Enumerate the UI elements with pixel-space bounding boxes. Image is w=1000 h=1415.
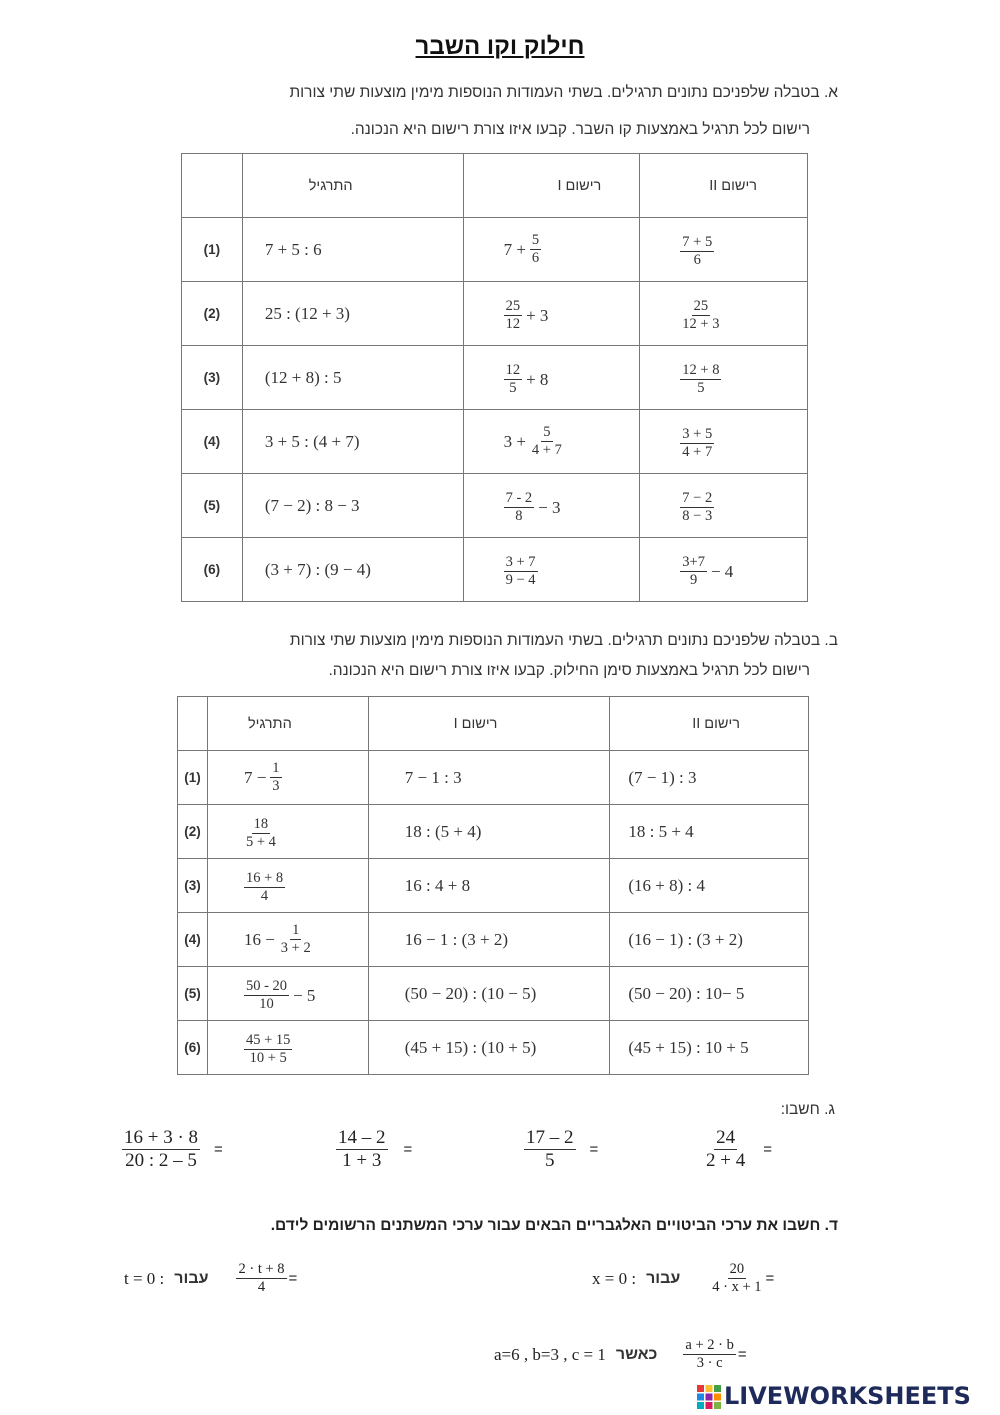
fraction — [530, 233, 541, 266]
section-b-instruction-line1: ב. בטבלה שלפניכם נתונים תרגילים. בשתי העמודות הנוספות מימין מוצעות שתי צורות — [289, 632, 838, 649]
row-number: (6) — [178, 1021, 208, 1075]
denominator: 4 · x + 1 — [712, 1279, 762, 1296]
fraction — [504, 363, 523, 396]
table-row — [182, 474, 808, 538]
fraction — [710, 1262, 763, 1295]
form1-cell: 16 − 1 : (3 + 2) — [368, 913, 610, 967]
exercise-cell — [207, 913, 368, 967]
numerator: 5 — [541, 425, 552, 442]
form1-cell: 7 − 1 : 3 — [368, 751, 610, 805]
table-row — [182, 538, 808, 602]
fraction — [244, 871, 285, 904]
form1-cell — [463, 218, 640, 282]
algebra-item-3 — [494, 1338, 747, 1371]
fraction — [244, 979, 289, 1012]
equals-sign: = — [214, 1140, 223, 1158]
expr-suffix: − 3 — [538, 497, 561, 517]
expr-suffix: − 5 — [293, 985, 316, 1005]
numerator: 45 + 15 — [244, 1033, 292, 1050]
fraction-expression — [244, 817, 278, 850]
form1-cell — [463, 538, 640, 602]
numerator: a + 2 · b — [683, 1338, 735, 1355]
table-header-row — [178, 697, 809, 751]
exercise-cell: 3 + 5 : (4 + 7) — [242, 410, 463, 474]
numerator: 3 + 5 — [680, 427, 714, 444]
row-number: (4) — [178, 913, 208, 967]
fraction — [680, 235, 714, 268]
equals-sign: = — [737, 1346, 747, 1364]
row-number: (4) — [182, 410, 243, 474]
row-number: (3) — [178, 859, 208, 913]
fraction — [122, 1128, 200, 1171]
denominator: 2 + 4 — [706, 1149, 746, 1171]
brand-text: LIVEWORKSHEETS — [724, 1382, 971, 1410]
calc-item-2 — [336, 1128, 412, 1171]
numerator: 16 + 8 — [244, 871, 285, 888]
form1-cell — [463, 346, 640, 410]
header-exercise: התרגיל — [207, 697, 368, 751]
form2-cell: (45 + 15) : 10 + 5 — [610, 1021, 809, 1075]
fraction — [680, 491, 714, 524]
condition-word: עבור — [174, 1269, 209, 1287]
fraction-expression — [504, 555, 538, 588]
form2-cell — [640, 538, 808, 602]
form2-cell: 18 : 5 + 4 — [610, 805, 809, 859]
numerator: 25 — [692, 299, 711, 316]
numerator: 14 – 2 — [338, 1127, 386, 1148]
numerator: 12 + 8 — [680, 363, 721, 380]
numerator: 5 — [530, 233, 541, 250]
fraction-expression — [504, 363, 549, 396]
calc-item-1 — [122, 1128, 223, 1171]
fraction-expression — [244, 1033, 292, 1066]
form1-cell: (50 − 20) : (10 − 5) — [368, 967, 610, 1021]
exercise-cell — [207, 859, 368, 913]
algebra-item-2 — [124, 1262, 297, 1295]
expr-suffix: + 3 — [526, 305, 549, 325]
table-row — [182, 410, 808, 474]
form1-cell — [463, 282, 640, 346]
section-c-label: ג. חשבו: — [780, 1101, 835, 1118]
fraction-expression — [244, 979, 315, 1012]
expr-suffix: − 4 — [710, 561, 734, 581]
calc-item-3 — [524, 1128, 598, 1171]
denominator: 4 + 7 — [531, 442, 562, 458]
fraction — [236, 1262, 286, 1295]
denominator: 5 — [697, 380, 705, 396]
header-form2: רישום II — [610, 697, 809, 751]
fraction — [530, 425, 564, 458]
equals-sign: = — [589, 1140, 599, 1158]
section-d-label: ד. חשבו את ערכי הביטויים האלגבריים הבאים עבור ערכי המשתנים הרשומים לידם. — [270, 1217, 838, 1234]
denominator: 3 · c — [696, 1355, 723, 1372]
fraction — [504, 299, 523, 332]
numerator: 24 — [716, 1127, 736, 1148]
equals-sign: = — [403, 1140, 413, 1158]
fraction — [279, 923, 313, 956]
exercise-cell: 25 : (12 + 3) — [242, 282, 463, 346]
header-num-cell — [182, 154, 243, 218]
form1-cell: 16 : 4 + 8 — [368, 859, 610, 913]
fraction-expression — [504, 425, 564, 458]
form1-cell — [463, 474, 640, 538]
denominator: 3 + 2 — [280, 940, 311, 956]
denominator: 3 — [272, 778, 280, 794]
denominator: 5 — [545, 1149, 555, 1171]
fraction-expression — [680, 299, 721, 332]
denominator: 10 — [259, 996, 274, 1012]
fraction-expression — [680, 235, 714, 268]
table-row — [178, 751, 809, 805]
brand-logo — [696, 1382, 996, 1412]
fraction-expression — [680, 491, 714, 524]
denominator: 4 — [260, 888, 269, 904]
exercise-cell: (7 − 2) : 8 − 3 — [242, 474, 463, 538]
denominator: 12 + 3 — [682, 316, 720, 332]
fraction-expression — [680, 555, 733, 588]
calc-item-4 — [704, 1128, 772, 1171]
form2-cell — [640, 346, 808, 410]
exercise-cell — [207, 967, 368, 1021]
denominator: 1 + 3 — [342, 1149, 382, 1171]
table-row — [182, 282, 808, 346]
form2-cell: (16 − 1) : (3 + 2) — [610, 913, 809, 967]
fraction-expression — [504, 491, 561, 524]
header-form1: רישום I — [463, 154, 640, 218]
denominator: 6 — [693, 252, 701, 268]
fraction — [504, 555, 538, 588]
numerator: 1 — [290, 923, 301, 940]
form2-cell — [640, 410, 808, 474]
form1-cell — [463, 410, 640, 474]
exercise-cell — [207, 751, 368, 805]
section-b-instruction-line2: רישום לכל תרגיל באמצעות סימן החילוק. קבעו איזו צורת רישום היא הנכונה. — [328, 662, 810, 679]
algebra-item-1 — [592, 1262, 774, 1295]
fraction-expression — [244, 871, 285, 904]
fraction — [680, 427, 714, 460]
row-number: (2) — [178, 805, 208, 859]
section-a-instruction-line1: א. בטבלה שלפניכם נתונים תרגילים. בשתי העמודות הנוספות מימין מוצעות שתי צורות — [289, 84, 838, 101]
fraction — [244, 1033, 292, 1066]
section-b-table — [177, 696, 809, 1075]
numerator: 7 - 2 — [504, 491, 535, 508]
equals-sign: = — [763, 1140, 772, 1158]
row-number: (6) — [182, 538, 243, 602]
table-row — [178, 1021, 809, 1075]
variable-condition: x = 0 : — [592, 1268, 637, 1288]
table-row — [178, 967, 809, 1021]
form2-cell: (16 + 8) : 4 — [610, 859, 809, 913]
numerator: 17 – 2 — [526, 1127, 574, 1148]
liveworksheets-logo-icon — [696, 1384, 722, 1410]
section-a-instruction-line2: רישום לכל תרגיל באמצעות קו השבר. קבעו איזו צורת רישום היא הנכונה. — [350, 121, 810, 138]
equals-sign: = — [288, 1270, 298, 1288]
numerator: 16 + 3 · 8 — [124, 1127, 199, 1148]
fraction-expression — [244, 923, 313, 956]
row-number: (5) — [182, 474, 243, 538]
header-form1: רישום I — [368, 697, 610, 751]
exercise-cell — [207, 1021, 368, 1075]
form2-cell — [640, 218, 808, 282]
fraction — [680, 299, 721, 332]
equals-sign: = — [765, 1270, 775, 1288]
form2-cell — [640, 282, 808, 346]
expr-suffix: + 8 — [526, 369, 549, 389]
numerator: 20 — [728, 1262, 747, 1279]
form1-cell: (45 + 15) : (10 + 5) — [368, 1021, 610, 1075]
condition-word: עבור — [646, 1269, 681, 1287]
fraction — [336, 1128, 388, 1171]
table-row — [182, 218, 808, 282]
denominator: 5 + 4 — [245, 834, 276, 850]
expr-prefix: 16 − — [243, 929, 275, 949]
fraction — [504, 491, 535, 524]
numerator: 2 · t + 8 — [236, 1262, 286, 1279]
table-header-row — [182, 154, 808, 218]
row-number: (1) — [178, 751, 208, 805]
denominator: 8 — [515, 508, 523, 524]
fraction — [683, 1338, 735, 1371]
numerator: 18 — [252, 817, 271, 834]
fraction-expression — [680, 363, 721, 396]
denominator: 6 — [531, 250, 540, 266]
form2-cell — [640, 474, 808, 538]
denominator: 8 − 3 — [682, 508, 713, 524]
numerator: 7 + 5 — [680, 235, 714, 252]
numerator: 12 — [504, 363, 523, 380]
variable-condition: t = 0 : — [124, 1268, 165, 1288]
fraction-expression — [504, 233, 542, 266]
table-row — [178, 859, 809, 913]
denominator: 10 + 5 — [249, 1050, 287, 1066]
form2-cell: (7 − 1) : 3 — [610, 751, 809, 805]
fraction — [270, 761, 281, 794]
denominator: 4 + 7 — [682, 444, 713, 460]
header-num-cell — [178, 697, 208, 751]
numerator: 7 − 2 — [680, 491, 714, 508]
form1-cell: 18 : (5 + 4) — [368, 805, 610, 859]
fraction — [680, 555, 707, 588]
condition-word: כאשר — [615, 1345, 658, 1363]
table-row — [182, 346, 808, 410]
denominator: 9 − 4 — [505, 572, 536, 588]
numerator: 3 + 7 — [504, 555, 538, 572]
form2-cell: (50 − 20) : 10− 5 — [610, 967, 809, 1021]
row-number: (1) — [182, 218, 243, 282]
variable-condition: a=6 , b=3 , c = 1 — [494, 1344, 606, 1364]
fraction-expression — [244, 761, 282, 794]
table-row — [178, 805, 809, 859]
row-number: (5) — [178, 967, 208, 1021]
exercise-cell: (3 + 7) : (9 − 4) — [242, 538, 463, 602]
denominator: 9 — [689, 572, 698, 588]
fraction — [704, 1128, 747, 1171]
expr-prefix: 7 − — [243, 767, 267, 787]
numerator: 25 — [504, 299, 523, 316]
header-exercise: התרגיל — [242, 154, 463, 218]
numerator: 3+7 — [680, 555, 707, 572]
expr-prefix: 7 + — [503, 239, 526, 259]
denominator: 4 — [257, 1279, 266, 1296]
exercise-cell: 7 + 5 : 6 — [242, 218, 463, 282]
page-title: חילוק וקו השבר — [415, 33, 585, 60]
exercise-cell: (12 + 8) : 5 — [242, 346, 463, 410]
denominator: 20 : 2 – 5 — [125, 1149, 197, 1171]
numerator: 1 — [270, 761, 281, 778]
fraction — [524, 1128, 576, 1171]
exercise-cell — [207, 805, 368, 859]
row-number: (2) — [182, 282, 243, 346]
denominator: 5 — [509, 380, 517, 396]
fraction-expression — [680, 427, 714, 460]
fraction-expression — [504, 299, 549, 332]
denominator: 12 — [505, 316, 521, 332]
fraction — [244, 817, 278, 850]
fraction — [680, 363, 721, 396]
expr-prefix: 3 + — [503, 431, 526, 451]
row-number: (3) — [182, 346, 243, 410]
numerator: 50 - 20 — [244, 979, 289, 996]
section-a-table — [181, 153, 808, 602]
header-form2: רישום II — [640, 154, 808, 218]
table-row — [178, 913, 809, 967]
